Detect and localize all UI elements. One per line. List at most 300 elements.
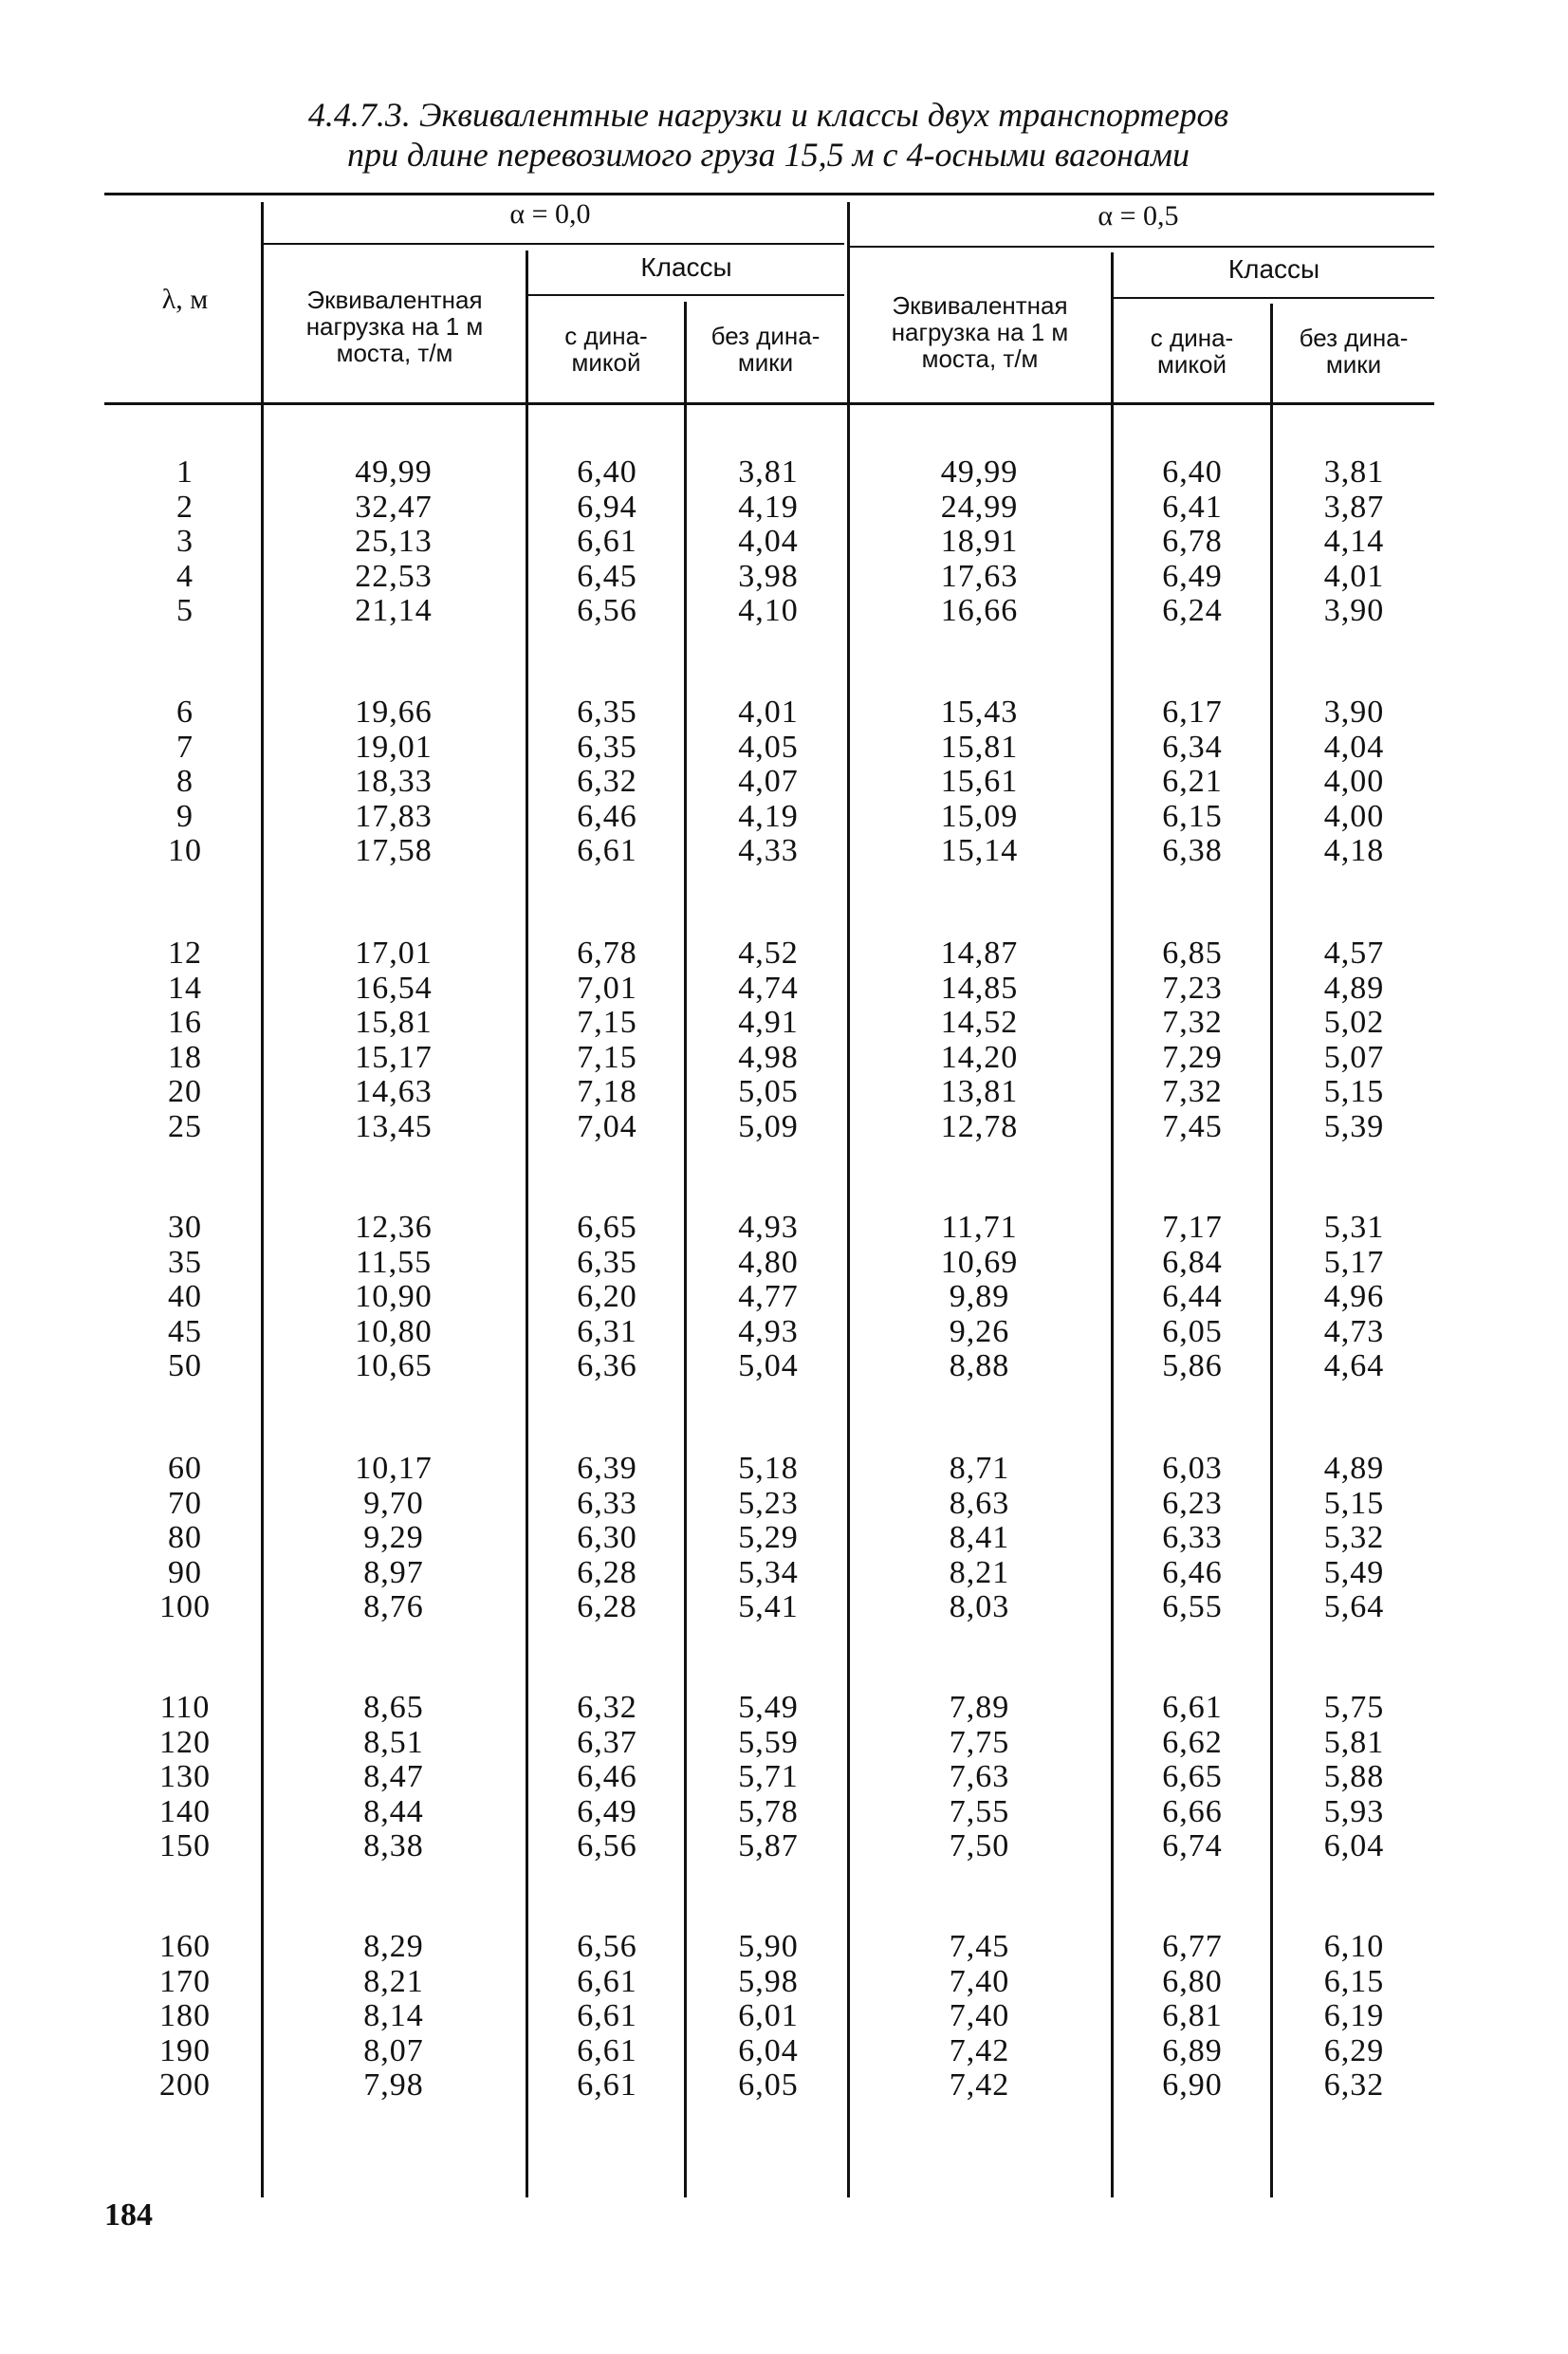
nodyn-header-line-1: без дина- — [710, 322, 821, 350]
lambda-column — [133, 1452, 237, 1625]
a0-nodyn-cell: 5,05 — [738, 1074, 799, 1109]
lambda-column — [133, 1691, 237, 1864]
a0-dyn-cell: 6,36 — [577, 1348, 637, 1383]
a0-dyn-cell: 6,28 — [577, 1589, 637, 1624]
load-header-line-3: моста, т/м — [336, 339, 453, 367]
a5-load-cell: 7,40 — [949, 1998, 1010, 2033]
a5-dyn-cell: 7,29 — [1162, 1039, 1223, 1075]
a0-dyn-cell: 6,28 — [577, 1554, 637, 1590]
a5-nodyn-cell: 4,00 — [1323, 764, 1385, 799]
a0-load-cell: 8,21 — [363, 1963, 424, 1999]
a5-load-cell: 14,20 — [940, 1039, 1019, 1075]
a0-load-cell: 15,17 — [355, 1039, 433, 1075]
lambda-cell: 120 — [159, 1724, 211, 1760]
a5-nodyn-cell: 4,18 — [1323, 833, 1385, 868]
a5-dyn-cell: 6,55 — [1162, 1589, 1223, 1624]
a0-load-cell: 10,80 — [355, 1313, 433, 1349]
lambda-cell: 12 — [168, 936, 202, 971]
a5-nodyn-cell: 4,89 — [1323, 1451, 1385, 1486]
a5-load-cell: 10,69 — [940, 1244, 1019, 1280]
page-number: 184 — [104, 2197, 153, 2233]
a5-dyn-cell: 6,65 — [1162, 1759, 1223, 1794]
a0-nodyn-cell: 4,33 — [738, 833, 799, 868]
a5-dyn-cell: 7,32 — [1162, 1005, 1223, 1040]
a5-load-column — [868, 1452, 1091, 1625]
a5-load-cell: 14,52 — [940, 1005, 1019, 1040]
a0-load-cell: 8,76 — [363, 1589, 424, 1624]
a0-load-cell: 10,17 — [355, 1451, 433, 1486]
dyn-header-line-1: с дина- — [1150, 324, 1234, 352]
a5-dyn-cell: 6,77 — [1162, 1929, 1223, 1964]
a0-dyn-cell: 6,78 — [577, 936, 637, 971]
a5-dyn-column — [1121, 1452, 1264, 1625]
a0-dyn-column — [536, 936, 678, 1144]
a0-dyn-cell: 6,30 — [577, 1520, 637, 1555]
a5-load-cell: 18,91 — [940, 524, 1019, 559]
a5-nodyn-cell: 5,93 — [1323, 1793, 1385, 1829]
lambda-cell: 190 — [159, 2032, 211, 2068]
a0-load-cell: 25,13 — [355, 524, 433, 559]
a0-load-column — [285, 1211, 503, 1384]
a0-nodyn-column — [697, 1452, 839, 1625]
lambda-cell: 110 — [159, 1690, 211, 1725]
a5-load-cell: 8,88 — [949, 1348, 1010, 1383]
lambda-cell: 40 — [168, 1279, 202, 1314]
a5-nodyn-cell: 4,04 — [1323, 729, 1385, 765]
a0-load-cell: 8,47 — [363, 1759, 424, 1794]
lambda-column — [133, 1930, 237, 2104]
a0-load-cell: 8,97 — [363, 1554, 424, 1590]
a5-load-cell: 7,89 — [949, 1690, 1010, 1725]
a5-dyn-cell: 6,41 — [1162, 489, 1223, 525]
a0-dyn-column — [536, 455, 678, 629]
a0-dyn-cell: 6,61 — [577, 524, 637, 559]
a5-dyn-column — [1121, 1930, 1264, 2104]
a5-dyn-cell: 6,89 — [1162, 2032, 1223, 2068]
a0-nodyn-column — [697, 1930, 839, 2104]
a5-load-cell: 49,99 — [940, 454, 1019, 490]
a0-load-column — [285, 695, 503, 869]
a0-dyn-cell: 6,31 — [577, 1313, 637, 1349]
a0-dyn-cell: 7,18 — [577, 1074, 637, 1109]
a0-load-cell: 8,14 — [363, 1998, 424, 2033]
a0-dyn-cell: 6,61 — [577, 1998, 637, 2033]
a0-load-column — [285, 1452, 503, 1625]
a0-load-cell: 9,29 — [363, 1520, 424, 1555]
lambda-cell: 70 — [168, 1485, 202, 1521]
lambda-cell: 18 — [168, 1039, 202, 1075]
a0-dyn-cell: 6,46 — [577, 1759, 637, 1794]
nodyn-header-line-2: мики — [1325, 350, 1382, 379]
a0-load-cell: 12,36 — [355, 1210, 433, 1245]
a0-nodyn-cell: 4,05 — [738, 729, 799, 765]
a5-dyn-cell: 6,21 — [1162, 764, 1223, 799]
a5-dyn-cell: 6,90 — [1162, 2067, 1223, 2103]
a5-nodyn-column — [1281, 1691, 1428, 1864]
a0-load-cell: 10,90 — [355, 1279, 433, 1314]
a0-dyn-cell: 7,04 — [577, 1108, 637, 1144]
a5-load-cell: 12,78 — [940, 1108, 1019, 1144]
a0-load-cell: 17,01 — [355, 936, 433, 971]
a0-load-cell: 11,55 — [355, 1244, 433, 1280]
a5-load-cell: 8,63 — [949, 1485, 1010, 1521]
a5-load-cell: 11,71 — [941, 1210, 1018, 1245]
a5-nodyn-cell: 3,81 — [1323, 454, 1385, 490]
a5-dyn-cell: 6,38 — [1162, 833, 1223, 868]
a5-dyn-column — [1121, 695, 1264, 869]
a5-nodyn-cell: 5,39 — [1323, 1108, 1385, 1144]
lambda-cell: 4 — [176, 558, 194, 594]
lambda-cell: 6 — [176, 695, 194, 730]
a5-load-cell: 16,66 — [940, 593, 1019, 628]
a5-dyn-cell: 7,32 — [1162, 1074, 1223, 1109]
a0-load-cell: 7,98 — [363, 2067, 424, 2103]
a5-dyn-cell: 7,45 — [1162, 1108, 1223, 1144]
load-header-line-3: моста, т/м — [921, 344, 1039, 373]
a5-nodyn-cell: 5,02 — [1323, 1005, 1385, 1040]
a5-load-cell: 7,42 — [949, 2032, 1010, 2068]
a5-dyn-cell: 6,24 — [1162, 593, 1223, 628]
a5-nodyn-column — [1281, 1452, 1428, 1625]
a0-load-cell: 8,38 — [363, 1828, 424, 1863]
a5-nodyn-cell: 4,96 — [1323, 1279, 1385, 1314]
a5-load-cell: 7,42 — [949, 2067, 1010, 2103]
a0-nodyn-cell: 4,19 — [738, 489, 799, 525]
a5-nodyn-cell: 5,07 — [1323, 1039, 1385, 1075]
a0-nodyn-cell: 5,04 — [738, 1348, 799, 1383]
a0-dyn-cell: 6,32 — [577, 764, 637, 799]
a5-dyn-column — [1121, 1211, 1264, 1384]
a5-dyn-cell: 6,33 — [1162, 1520, 1223, 1555]
lambda-cell: 7 — [176, 729, 194, 765]
a5-nodyn-cell: 6,04 — [1323, 1828, 1385, 1863]
a5-dyn-cell: 7,17 — [1162, 1210, 1223, 1245]
a0-nodyn-cell: 3,98 — [738, 558, 799, 594]
a0-load-cell: 22,53 — [355, 558, 433, 594]
a0-dyn-cell: 6,56 — [577, 1828, 637, 1863]
lambda-cell: 2 — [176, 489, 194, 525]
a0-load-cell: 19,66 — [355, 695, 433, 730]
a5-load-cell: 8,03 — [949, 1589, 1010, 1624]
a5-nodyn-column — [1281, 936, 1428, 1144]
a5-load-column — [868, 695, 1091, 869]
a5-nodyn-cell: 4,64 — [1323, 1348, 1385, 1383]
a0-nodyn-cell: 6,01 — [738, 1998, 799, 2033]
a0-nodyn-cell: 5,98 — [738, 1963, 799, 1999]
a0-nodyn-cell: 4,93 — [738, 1210, 799, 1245]
a0-nodyn-cell: 5,09 — [738, 1108, 799, 1144]
a5-dyn-cell: 6,49 — [1162, 558, 1223, 594]
lambda-column — [133, 936, 237, 1144]
a0-dyn-cell: 6,61 — [577, 2032, 637, 2068]
a5-nodyn-cell: 4,14 — [1323, 524, 1385, 559]
a0-nodyn-cell: 4,01 — [738, 695, 799, 730]
a0-dyn-cell: 6,61 — [577, 833, 637, 868]
a0-dyn-cell: 6,45 — [577, 558, 637, 594]
a0-dyn-cell: 6,33 — [577, 1485, 637, 1521]
a0-nodyn-cell: 5,59 — [738, 1724, 799, 1760]
a5-load-column — [868, 1211, 1091, 1384]
lambda-cell: 50 — [168, 1348, 202, 1383]
a0-dyn-cell: 6,65 — [577, 1210, 637, 1245]
a5-nodyn-cell: 3,87 — [1323, 489, 1385, 525]
a5-load-column — [868, 1691, 1091, 1864]
a5-dyn-column — [1121, 1691, 1264, 1864]
a5-load-cell: 8,41 — [949, 1520, 1010, 1555]
lambda-cell: 5 — [176, 593, 194, 628]
a0-load-column — [285, 936, 503, 1144]
a0-nodyn-column — [697, 1691, 839, 1864]
lambda-cell: 60 — [168, 1451, 202, 1486]
a0-dyn-cell: 7,15 — [577, 1039, 637, 1075]
a5-load-cell: 15,43 — [940, 695, 1019, 730]
a0-dyn-column — [536, 1691, 678, 1864]
a0-nodyn-cell: 4,80 — [738, 1244, 799, 1280]
a5-dyn-cell: 6,17 — [1162, 695, 1223, 730]
a0-dyn-cell: 6,37 — [577, 1724, 637, 1760]
a0-load-column — [285, 1930, 503, 2104]
a0-nodyn-cell: 4,19 — [738, 798, 799, 834]
a5-nodyn-cell: 3,90 — [1323, 593, 1385, 628]
a0-dyn-column — [536, 1930, 678, 2104]
a0-load-column — [285, 455, 503, 629]
a0-nodyn-cell: 4,91 — [738, 1005, 799, 1040]
classes-header-a0: Классы — [640, 252, 732, 282]
a5-dyn-cell: 6,40 — [1162, 454, 1223, 490]
a0-load-cell: 15,81 — [355, 1005, 433, 1040]
a5-dyn-cell: 6,81 — [1162, 1998, 1223, 2033]
a0-nodyn-cell: 5,18 — [738, 1451, 799, 1486]
a0-load-cell: 21,14 — [355, 593, 433, 628]
lambda-column — [133, 1211, 237, 1384]
a5-nodyn-cell: 6,29 — [1323, 2032, 1385, 2068]
a0-load-cell: 8,29 — [363, 1929, 424, 1964]
a5-load-cell: 15,09 — [940, 798, 1019, 834]
a0-load-cell: 8,51 — [363, 1724, 424, 1760]
a0-dyn-cell: 6,56 — [577, 593, 637, 628]
a0-nodyn-column — [697, 1211, 839, 1384]
a5-dyn-cell: 6,80 — [1162, 1963, 1223, 1999]
a5-nodyn-cell: 4,57 — [1323, 936, 1385, 971]
a0-load-column — [285, 1691, 503, 1864]
load-header-line-1: Эквивалентная — [306, 286, 483, 314]
caption-line-2: при длине перевозимого груза 15,5 м с 4-осными вагонами — [347, 136, 1190, 174]
a0-load-cell: 13,45 — [355, 1108, 433, 1144]
a0-nodyn-cell: 5,87 — [738, 1828, 799, 1863]
a5-dyn-cell: 6,34 — [1162, 729, 1223, 765]
a0-nodyn-cell: 5,41 — [738, 1589, 799, 1624]
a5-nodyn-cell: 5,75 — [1323, 1690, 1385, 1725]
a0-nodyn-cell: 4,10 — [738, 593, 799, 628]
a0-nodyn-cell: 5,23 — [738, 1485, 799, 1521]
a5-load-cell: 15,61 — [940, 764, 1019, 799]
a0-dyn-cell: 6,46 — [577, 798, 637, 834]
a5-dyn-cell: 7,23 — [1162, 970, 1223, 1006]
a0-load-cell: 9,70 — [363, 1485, 424, 1521]
alpha-05-header: α = 0,5 — [1098, 200, 1179, 232]
a5-dyn-column — [1121, 936, 1264, 1144]
lambda-cell: 14 — [168, 970, 202, 1006]
a5-nodyn-cell: 5,15 — [1323, 1485, 1385, 1521]
a5-dyn-cell: 6,15 — [1162, 798, 1223, 834]
lambda-cell: 90 — [168, 1554, 202, 1590]
a5-dyn-cell: 5,86 — [1162, 1348, 1223, 1383]
a0-nodyn-cell: 4,98 — [738, 1039, 799, 1075]
a0-nodyn-cell: 5,49 — [738, 1690, 799, 1725]
a5-load-cell: 24,99 — [940, 489, 1019, 525]
a0-dyn-cell: 6,39 — [577, 1451, 637, 1486]
a0-dyn-cell: 6,35 — [577, 1244, 637, 1280]
lambda-cell: 10 — [168, 833, 202, 868]
a5-load-cell: 7,75 — [949, 1724, 1010, 1760]
a0-load-cell: 8,44 — [363, 1793, 424, 1829]
a5-load-cell: 7,55 — [949, 1793, 1010, 1829]
lambda-cell: 170 — [159, 1963, 211, 1999]
a0-load-cell: 8,65 — [363, 1690, 424, 1725]
a5-load-cell: 9,89 — [949, 1279, 1010, 1314]
a5-nodyn-cell: 5,15 — [1323, 1074, 1385, 1109]
a5-nodyn-cell: 5,32 — [1323, 1520, 1385, 1555]
a5-load-cell: 8,71 — [949, 1451, 1010, 1486]
a0-dyn-cell: 6,49 — [577, 1793, 637, 1829]
a5-dyn-cell: 6,05 — [1162, 1313, 1223, 1349]
a5-nodyn-cell: 4,01 — [1323, 558, 1385, 594]
a5-nodyn-cell: 3,90 — [1323, 695, 1385, 730]
load-header-line-1: Эквивалентная — [892, 291, 1068, 320]
a5-dyn-cell: 6,66 — [1162, 1793, 1223, 1829]
a5-dyn-cell: 6,44 — [1162, 1279, 1223, 1314]
lambda-cell: 25 — [168, 1108, 202, 1144]
a0-nodyn-cell: 5,29 — [738, 1520, 799, 1555]
a5-load-cell: 7,63 — [949, 1759, 1010, 1794]
a5-nodyn-cell: 5,88 — [1323, 1759, 1385, 1794]
a5-dyn-column — [1121, 455, 1264, 629]
a5-dyn-cell: 6,85 — [1162, 936, 1223, 971]
lambda-cell: 150 — [159, 1828, 211, 1863]
a5-dyn-cell: 6,84 — [1162, 1244, 1223, 1280]
a5-nodyn-column — [1281, 455, 1428, 629]
caption-line-1: 4.4.7.3. Эквивалентные нагрузки и классы двух транспортеров — [307, 96, 1229, 134]
lambda-cell: 3 — [176, 524, 194, 559]
a0-load-cell: 19,01 — [355, 729, 433, 765]
a5-load-cell: 7,45 — [949, 1929, 1010, 1964]
a5-load-cell: 15,14 — [940, 833, 1019, 868]
a5-nodyn-column — [1281, 1211, 1428, 1384]
a0-nodyn-cell: 5,71 — [738, 1759, 799, 1794]
lambda-cell: 180 — [159, 1998, 211, 2033]
a5-dyn-cell: 6,46 — [1162, 1554, 1223, 1590]
a5-load-column — [868, 936, 1091, 1144]
a0-dyn-cell: 6,61 — [577, 1963, 637, 1999]
lambda-cell: 9 — [176, 798, 194, 834]
lambda-cell: 35 — [168, 1244, 202, 1280]
load-header-line-2: нагрузка на 1 м — [305, 312, 484, 341]
lambda-cell: 30 — [168, 1210, 202, 1245]
lambda-column — [133, 695, 237, 869]
a0-dyn-cell: 6,20 — [577, 1279, 637, 1314]
a0-nodyn-column — [697, 695, 839, 869]
lambda-cell: 8 — [176, 764, 194, 799]
a5-load-cell: 14,87 — [940, 936, 1019, 971]
a0-nodyn-cell: 4,04 — [738, 524, 799, 559]
a5-nodyn-column — [1281, 1930, 1428, 2104]
a0-load-cell: 8,07 — [363, 2032, 424, 2068]
a5-nodyn-cell: 5,49 — [1323, 1554, 1385, 1590]
lambda-cell: 80 — [168, 1520, 202, 1555]
a5-load-cell: 13,81 — [940, 1074, 1019, 1109]
lambda-cell: 160 — [159, 1929, 211, 1964]
a0-nodyn-cell: 4,52 — [738, 936, 799, 971]
a5-dyn-cell: 6,61 — [1162, 1690, 1223, 1725]
a5-nodyn-cell: 4,00 — [1323, 798, 1385, 834]
lambda-column — [133, 455, 237, 629]
a0-dyn-column — [536, 695, 678, 869]
alpha-0-header: α = 0,0 — [509, 198, 591, 230]
lambda-cell: 45 — [168, 1313, 202, 1349]
a0-dyn-cell: 6,94 — [577, 489, 637, 525]
a5-load-cell: 17,63 — [940, 558, 1019, 594]
nodyn-header-line-2: мики — [737, 348, 794, 377]
a5-dyn-cell: 6,03 — [1162, 1451, 1223, 1486]
a0-load-cell: 32,47 — [355, 489, 433, 525]
a5-load-cell: 9,26 — [949, 1313, 1010, 1349]
a5-load-cell: 7,40 — [949, 1963, 1010, 1999]
a0-dyn-column — [536, 1211, 678, 1384]
lambda-cell: 1 — [176, 454, 194, 490]
a0-dyn-cell: 6,32 — [577, 1690, 637, 1725]
a5-load-column — [868, 1930, 1091, 2104]
a0-dyn-cell: 6,35 — [577, 729, 637, 765]
a0-nodyn-cell: 4,07 — [738, 764, 799, 799]
a0-nodyn-cell: 4,74 — [738, 970, 799, 1006]
a0-nodyn-cell: 6,05 — [738, 2067, 799, 2103]
a5-nodyn-cell: 6,32 — [1323, 2067, 1385, 2103]
lambda-cell: 16 — [168, 1005, 202, 1040]
nodyn-header-line-1: без дина- — [1299, 324, 1409, 352]
a5-nodyn-cell: 4,89 — [1323, 970, 1385, 1006]
lambda-cell: 20 — [168, 1074, 202, 1109]
a5-nodyn-cell: 4,73 — [1323, 1313, 1385, 1349]
a5-dyn-cell: 6,74 — [1162, 1828, 1223, 1863]
a0-dyn-column — [536, 1452, 678, 1625]
a5-dyn-cell: 6,23 — [1162, 1485, 1223, 1521]
a0-load-cell: 17,58 — [355, 833, 433, 868]
a0-dyn-cell: 6,35 — [577, 695, 637, 730]
a5-nodyn-cell: 6,19 — [1323, 1998, 1385, 2033]
a0-load-cell: 49,99 — [355, 454, 433, 490]
a0-nodyn-cell: 3,81 — [738, 454, 799, 490]
a0-nodyn-column — [697, 936, 839, 1144]
lambda-cell: 130 — [159, 1759, 211, 1794]
a5-nodyn-cell: 5,64 — [1323, 1589, 1385, 1624]
a5-load-column — [868, 455, 1091, 629]
a5-dyn-cell: 6,62 — [1162, 1724, 1223, 1760]
lambda-cell: 100 — [159, 1589, 211, 1624]
a5-nodyn-column — [1281, 695, 1428, 869]
a0-nodyn-cell: 5,78 — [738, 1793, 799, 1829]
classes-header-a05: Классы — [1227, 254, 1320, 284]
dyn-header-line-2: микой — [571, 348, 641, 377]
lambda-cell: 140 — [159, 1793, 211, 1829]
a0-dyn-cell: 7,15 — [577, 1005, 637, 1040]
a0-nodyn-cell: 4,77 — [738, 1279, 799, 1314]
a5-nodyn-cell: 5,81 — [1323, 1724, 1385, 1760]
a5-load-cell: 8,21 — [949, 1554, 1010, 1590]
a0-nodyn-cell: 5,90 — [738, 1929, 799, 1964]
a5-load-cell: 14,85 — [940, 970, 1019, 1006]
a5-nodyn-cell: 6,10 — [1323, 1929, 1385, 1964]
a0-dyn-cell: 6,61 — [577, 2067, 637, 2103]
